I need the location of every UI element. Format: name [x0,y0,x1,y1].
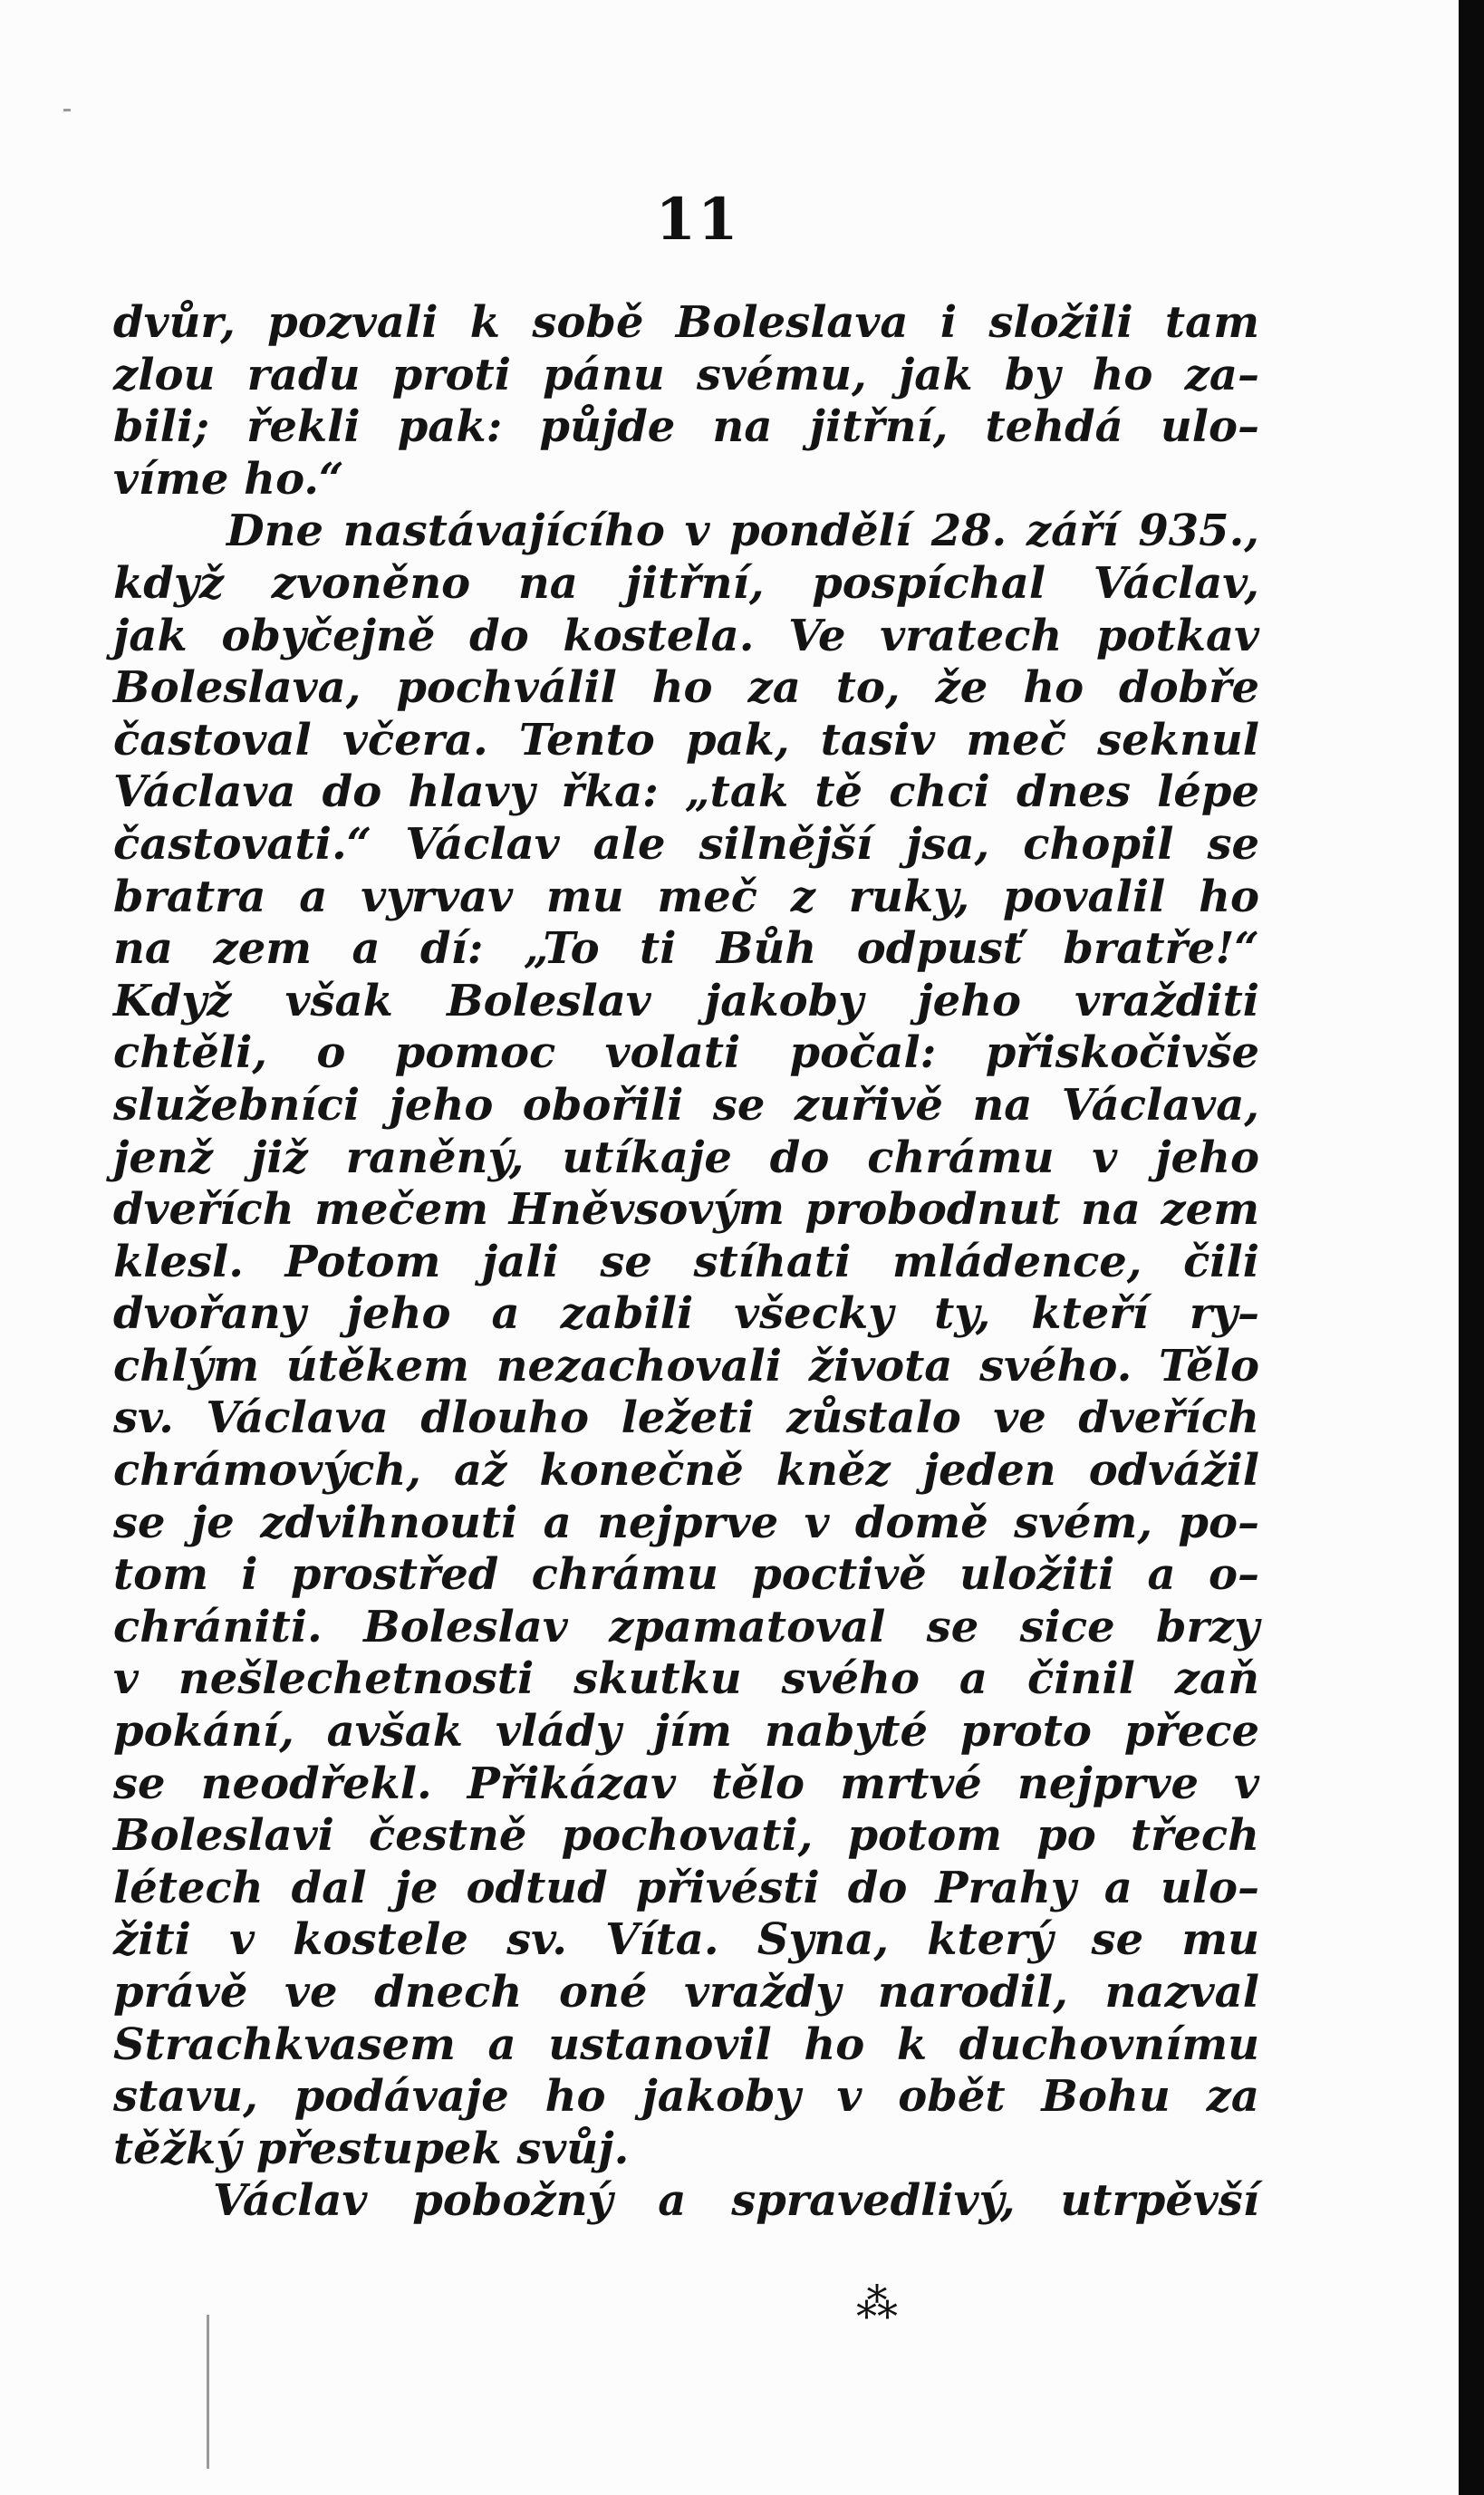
text-line: tom i prostřed chrámu poctivě uložiti a o– [113,1549,1259,1601]
text-line: chlým útěkem nezachovali života svého. Tělo [113,1340,1259,1392]
text-line: na zem a dí: „To ti Bůh odpusť bratře!“ [113,923,1259,975]
scan-mark [63,109,71,111]
text-line: chrániti. Boleslav zpamatoval se sice brzy [113,1601,1259,1652]
text-line: jenž již raněný, utíkaje do chrámu v jeho [113,1132,1259,1183]
text-line: častovati.“ Václav ale silnější jsa, chopil se [113,818,1259,870]
text-line: Dne nastávajícího v pondělí 28. září 935., [226,506,1259,557]
text-line: chrámových, až konečně kněz jeden odvážil [113,1445,1259,1497]
page-number: 11 [655,186,740,254]
text-line: častoval včera. Tento pak, tasiv meč seknul [113,714,1259,766]
text-line: jak obyčejně do kostela. Ve vratech potkav [113,610,1259,661]
text-line: Boleslava, pochválil ho za to, že ho dobře [113,662,1259,714]
text-line: pokání, avšak vlády jím nabyté proto přece [113,1706,1259,1758]
text-line: služebníci jeho obořili se zuřivě na Václava, [113,1079,1259,1131]
text-line: žiti v kostele sv. Víta. Syna, který se mu [113,1914,1259,1966]
text-line: víme ho.“ [113,453,344,505]
text-line: v nešlechetnosti skutku svého a činil zaň [113,1653,1259,1705]
text-line: když zvoněno na jitřní, pospíchal Václav, [113,557,1259,609]
text-line: létech dal je odtud přivésti do Prahy a ulo– [113,1862,1259,1913]
text-line: Strachkvasem a ustanovil ho k duchovnímu [113,2018,1259,2070]
text-line: chtěli, o pomoc volati počal: přiskočivše [113,1027,1259,1079]
text-line: se neodřekl. Přikázav tělo mrtvé nejprve v [113,1758,1259,1809]
text-line: bratra a vyrvav mu meč z ruky, povalil ho [113,871,1259,922]
scan-border [1459,0,1484,2495]
text-line: klesl. Potom jali se stíhati mládence, čili [113,1236,1259,1287]
scan-mark [207,2315,209,2469]
text-line: Václav pobožný a spravedlivý, utrpěvší [213,2175,1259,2227]
text-line: těžký přestupek svůj. [113,2123,630,2174]
text-line: právě ve dnech oné vraždy narodil, nazval [113,1967,1259,2018]
text-line: dvořany jeho a zabili všecky ty, kteří ry– [113,1288,1259,1340]
text-line: bili; řekli pak: půjde na jitřní, tehdá ulo– [113,401,1259,453]
asterism-ornament: ⁂ [856,2278,898,2327]
text-line: Když však Boleslav jakoby jeho vražditi [113,975,1259,1026]
text-line: dvůr, pozvali k sobě Boleslava i složili tam [113,297,1259,348]
text-line: zlou radu proti pánu svému, jak by ho za– [113,349,1259,400]
text-line: stavu, podávaje ho jakoby v obět Bohu za [113,2071,1259,2123]
text-line: se je zdvihnouti a nejprve v domě svém, po– [113,1497,1259,1548]
text-line: sv. Václava dlouho ležeti zůstalo ve dveřích [113,1392,1259,1444]
text-line: Václava do hlavy řka: „tak tě chci dnes lépe [113,766,1259,818]
text-line: dveřích mečem Hněvsovým probodnut na zem [113,1184,1259,1236]
text-line: Boleslavi čestně pochovati, potom po třech [113,1810,1259,1862]
body-text [113,297,1259,2228]
